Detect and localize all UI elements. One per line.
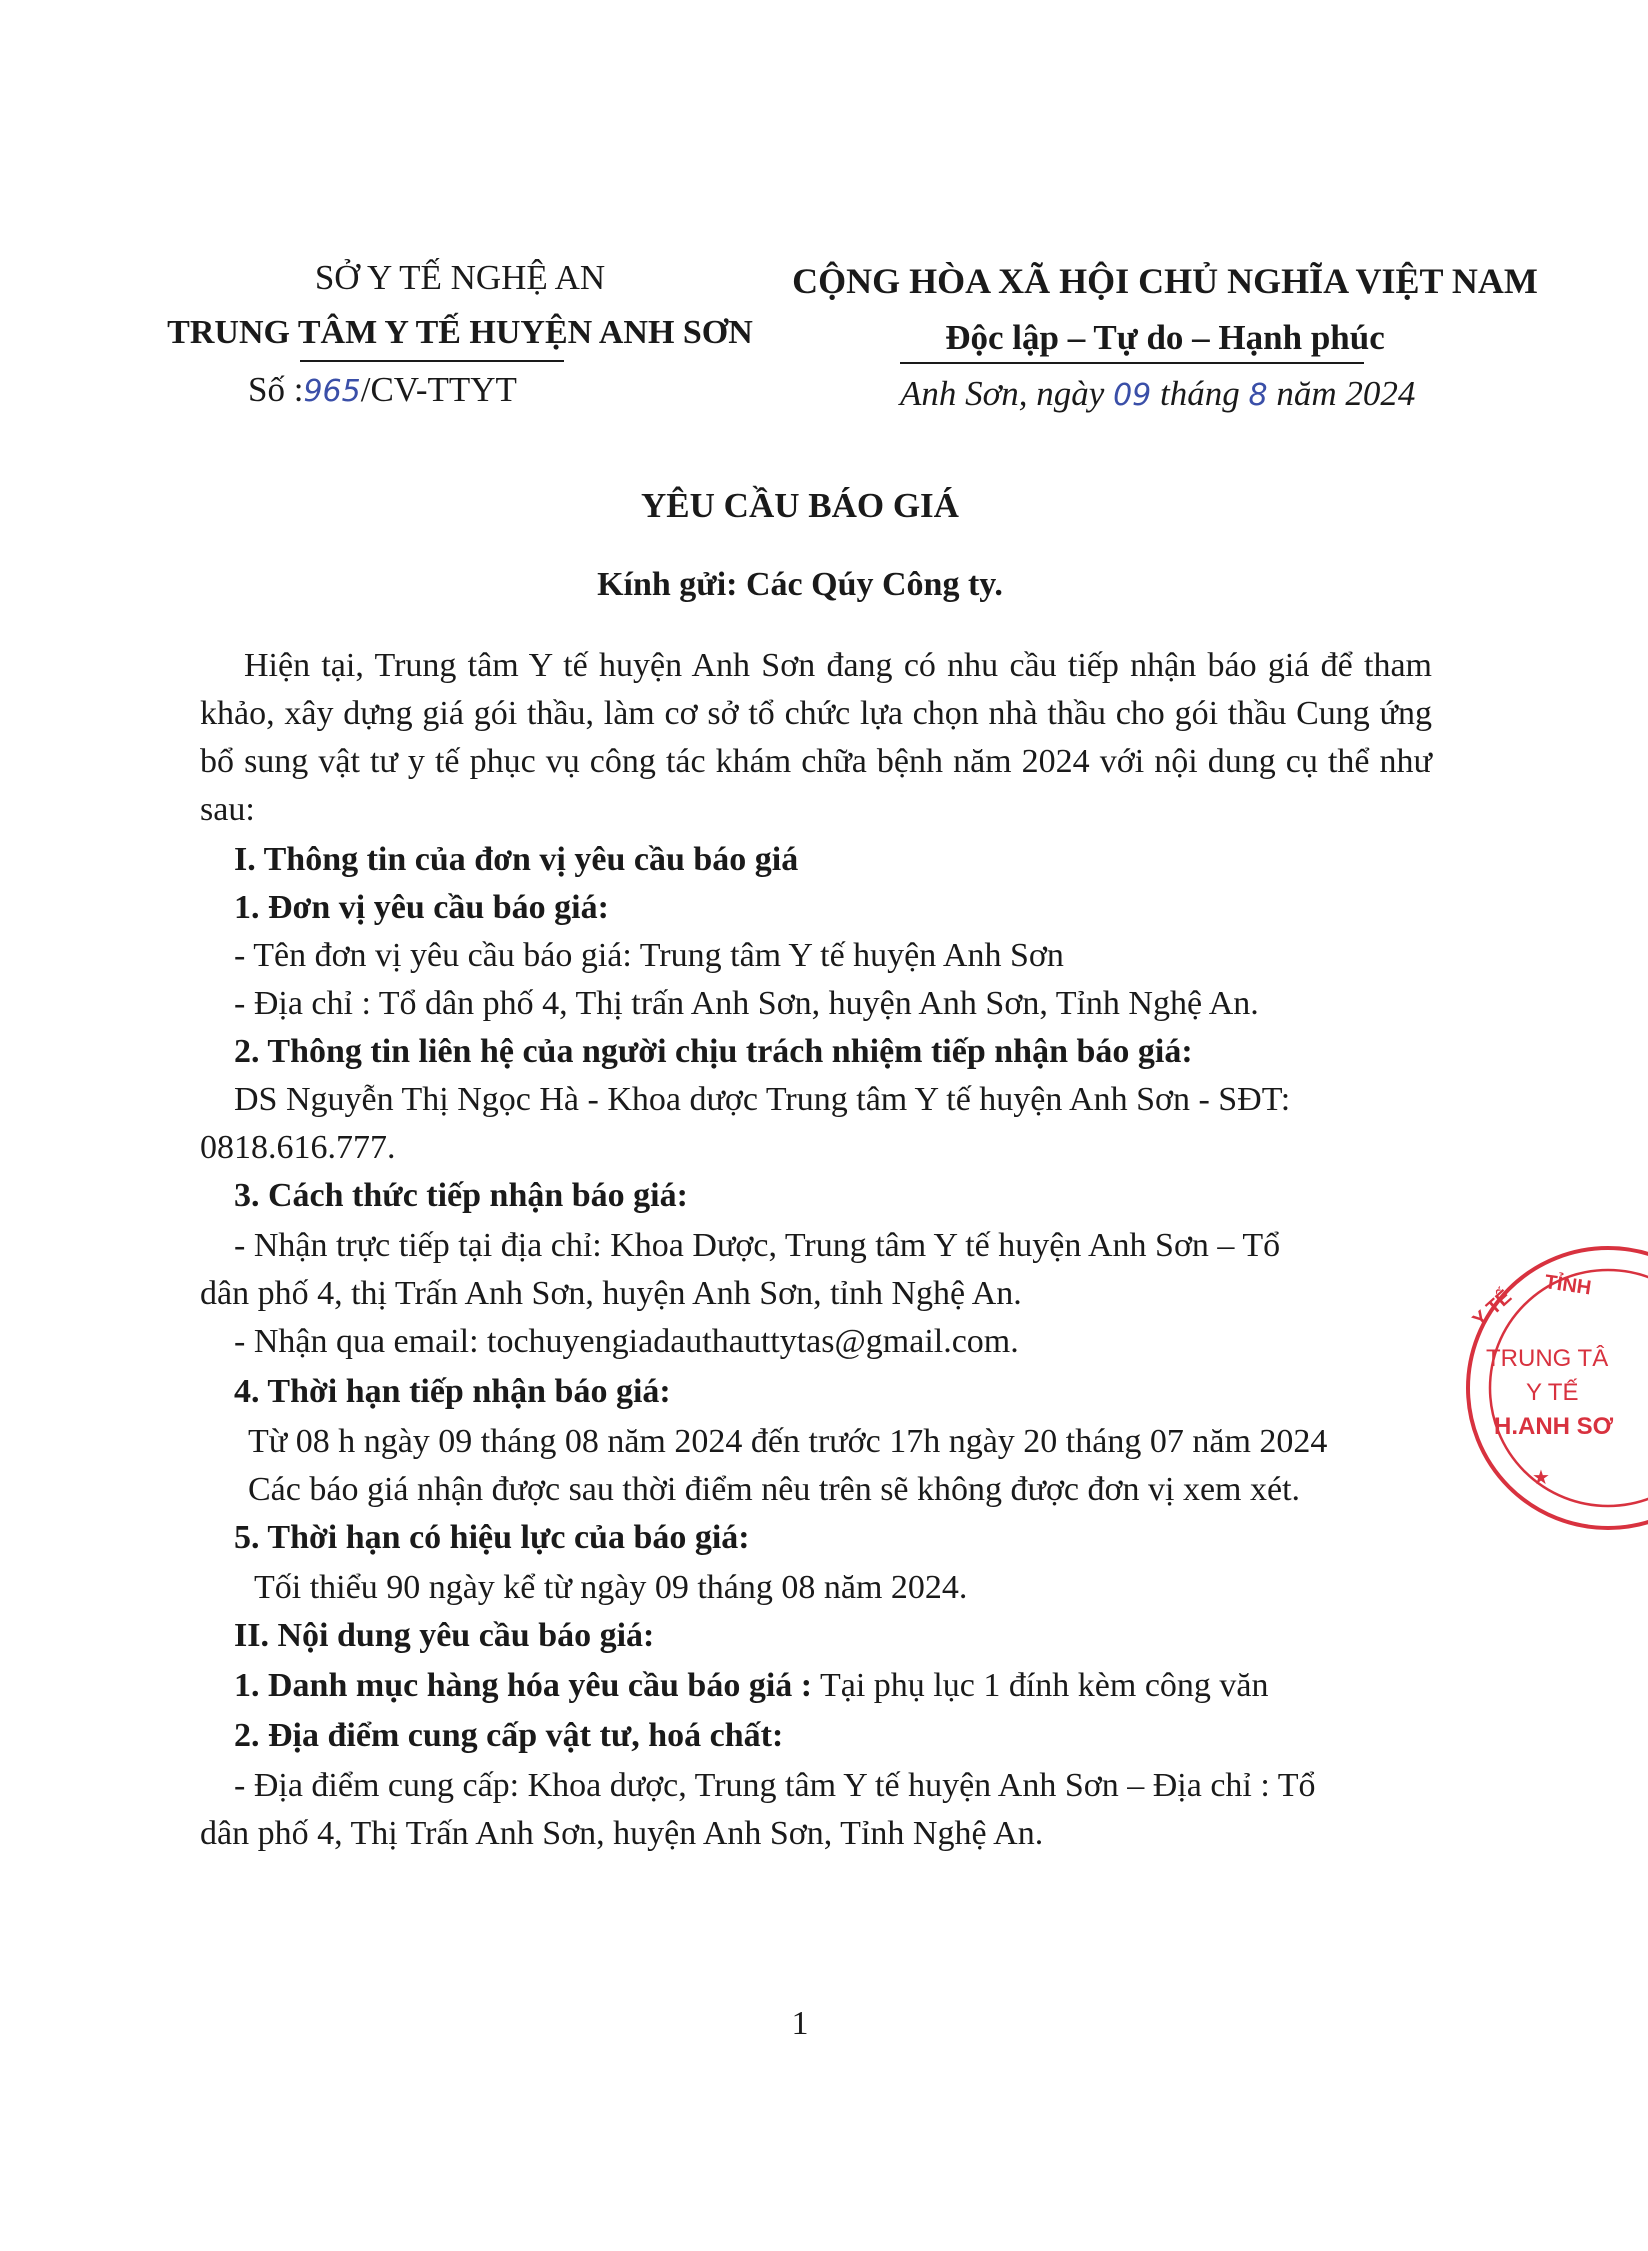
seal-star-icon: ★ [1532, 1465, 1550, 1489]
section1-item1-heading: 1. Đơn vị yêu cầu báo giá: [234, 889, 609, 926]
delivery-location-cont: dân phố 4, Thị Trấn Anh Sơn, huyện Anh Sơn, Tỉnh Nghệ An. [200, 1815, 1044, 1852]
national-title: CỘNG HÒA XÃ HỘI CHỦ NGHĨA VIỆT NAM [792, 261, 1538, 301]
receive-direct-cont: dân phố 4, thị Trấn Anh Sơn, huyện Anh Sơn, tỉnh Nghệ An. [200, 1275, 1022, 1312]
requester-name: - Tên đơn vị yêu cầu báo giá: Trung tâm Y tế huyện Anh Sơn [234, 937, 1064, 974]
late-notice: Các báo giá nhận được sau thời điểm nêu trên sẽ không được đơn vị xem xét. [248, 1471, 1301, 1508]
section1-heading: I. Thông tin của đơn vị yêu cầu báo giá [234, 841, 799, 878]
seal-top-text: TỈNH [1543, 1271, 1593, 1300]
page-number: 1 [791, 2005, 809, 2042]
section1-item2-heading: 2. Thông tin liên hệ của người chịu trách nhiệm tiếp nhận báo giá: [234, 1033, 1193, 1070]
contact-person: DS Nguyễn Thị Ngọc Hà - Khoa dược Trung tâm Y tế huyện Anh Sơn - SĐT: [234, 1081, 1291, 1118]
seal-line3: H.ANH SƠ [1494, 1413, 1614, 1440]
section2-item1 [234, 1662, 1269, 1710]
center-name: TRUNG TÂM Y TẾ HUYỆN ANH SƠN [167, 314, 753, 351]
section1-item3-heading: 3. Cách thức tiếp nhận báo giá: [234, 1177, 688, 1214]
date-prefix: Anh Sơn, ngày [900, 374, 1105, 413]
date-month: 8 [1248, 378, 1268, 413]
delivery-location: - Địa điểm cung cấp: Khoa dược, Trung tâm Y tế huyện Anh Sơn – Địa chỉ : Tổ [234, 1767, 1316, 1804]
section1-item5-heading: 5. Thời hạn có hiệu lực của báo giá: [234, 1519, 750, 1556]
intro-text: Hiện tại, Trung tâm Y tế huyện Anh Sơn đang có nhu cầu tiếp nhận báo giá để tham khảo, xây dựng giá gói thầu, làm cơ sở tổ chức lựa chọn nhà thầu cho gói thầu Cung ứng bổ sung vật tư y tế phục vụ công tác khám chữa bệnh năm 2024 với nội dung cụ thể như sau: [200, 647, 1432, 828]
contact-phone: 0818.616.777. [200, 1129, 396, 1166]
section2-item1-heading: 1. Danh mục hàng hóa yêu cầu báo giá : [234, 1667, 813, 1704]
section1-item4-heading: 4. Thời hạn tiếp nhận báo giá: [234, 1373, 671, 1410]
number-prefix: Số : [248, 370, 304, 409]
official-seal [1428, 1248, 1648, 1528]
seal-ring-text: Y TẾ [1468, 1285, 1517, 1332]
date-suffix: năm 2024 [1276, 374, 1416, 413]
requester-address: - Địa chỉ : Tổ dân phố 4, Thị trấn Anh Sơn, huyện Anh Sơn, Tỉnh Nghệ An. [234, 985, 1259, 1022]
center-name-underline [300, 360, 564, 362]
document-title: YÊU CẦU BÁO GIÁ [641, 486, 959, 525]
number-suffix: /CV-TTYT [360, 370, 517, 409]
intro-paragraph [200, 642, 1432, 834]
receive-period: Từ 08 h ngày 09 tháng 08 năm 2024 đến trước 17h ngày 20 tháng 07 năm 2024 [248, 1423, 1328, 1460]
receive-direct: - Nhận trực tiếp tại địa chỉ: Khoa Dược, Trung tâm Y tế huyện Anh Sơn – Tổ [234, 1227, 1281, 1264]
seal-line1: TRUNG TÂ [1486, 1345, 1609, 1372]
validity-period: Tối thiểu 90 ngày kể từ ngày 09 tháng 08 năm 2024. [254, 1569, 968, 1606]
national-motto: Độc lập – Tự do – Hạnh phúc [945, 318, 1385, 357]
issue-date [900, 374, 1415, 414]
motto-underline [900, 362, 1364, 364]
section2-item2-heading: 2. Địa điểm cung cấp vật tư, hoá chất: [234, 1717, 784, 1754]
date-day: 09 [1113, 378, 1152, 413]
seal-line2: Y TẾ [1526, 1379, 1579, 1406]
receive-email: - Nhận qua email: tochuyengiadauthauttytas@gmail.com. [234, 1323, 1019, 1360]
number-handwritten: 965 [303, 374, 361, 409]
document-number [248, 370, 517, 410]
agency-name: SỞ Y TẾ NGHỆ AN [314, 258, 606, 297]
section2-heading: II. Nội dung yêu cầu báo giá: [234, 1617, 655, 1654]
section2-item1-text: Tại phụ lục 1 đính kèm công văn [812, 1667, 1269, 1704]
date-mid: tháng [1160, 374, 1240, 413]
salutation: Kính gửi: Các Qúy Công ty. [597, 566, 1003, 603]
